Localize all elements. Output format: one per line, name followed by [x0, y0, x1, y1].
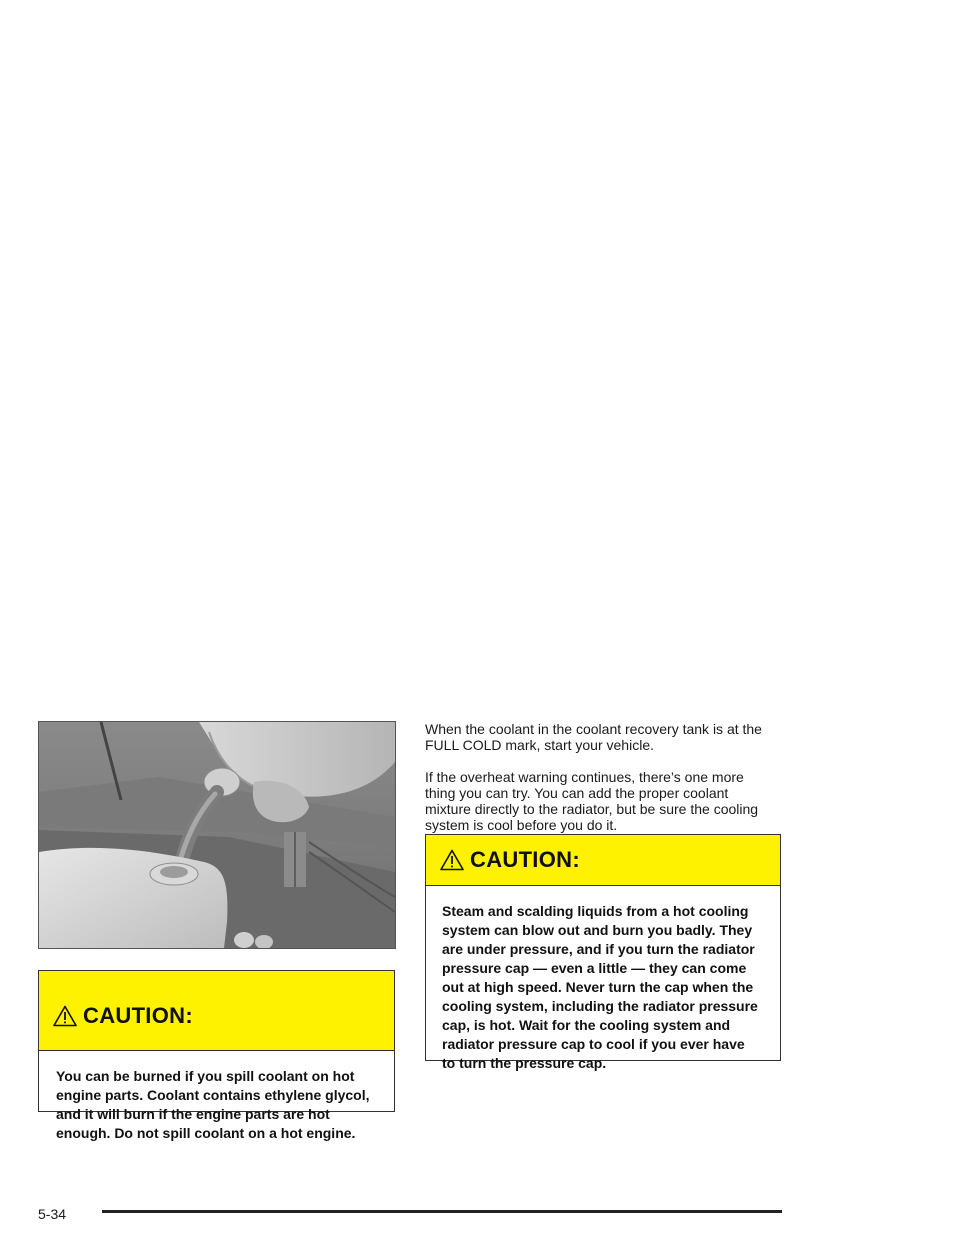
page-number: 5-34: [38, 1206, 67, 1222]
warning-triangle-icon: [440, 849, 464, 871]
paragraph-full-cold: When the coolant in the coolant recovery tank is at the FULL COLD mark, start your vehicle.: [425, 721, 762, 753]
coolant-tank-photo: [38, 721, 396, 949]
caution-box-steam: [425, 834, 781, 1071]
caution-box-burn: [38, 970, 395, 1141]
warning-triangle-icon: [53, 1005, 77, 1027]
caution-text: Steam and scalding liquids from a hot cooling system can blow out and burn you badly. They are under pressure, and if you turn the radiator pressure cap — even a little — they can come out at high speed. Never turn the cap when the cooling system, including the radiator pressure cap, is hot. Wait for the cooling system and radiator pressure cap to cool if you ever have to turn the pressure cap.: [442, 903, 758, 1071]
caution-title: CAUTION:: [470, 847, 580, 872]
caution-header: [426, 835, 780, 886]
coolant-tank-image: [39, 722, 395, 948]
caution-header: [39, 971, 394, 1051]
footer-rule: [102, 1210, 782, 1213]
paragraph-overheat-warning: If the overheat warning continues, there’s one more thing you can try. You can add the proper coolant mixture directly to the radiator, but be sure the cooling system is cool before you do it.: [425, 769, 759, 833]
caution-title: CAUTION:: [83, 1002, 193, 1028]
caution-text: You can be burned if you spill coolant on hot engine parts. Coolant contains ethylene glycol, and it will burn if the engine parts are hot enough. Do not spill coolant on a hot engine.: [56, 1068, 370, 1141]
